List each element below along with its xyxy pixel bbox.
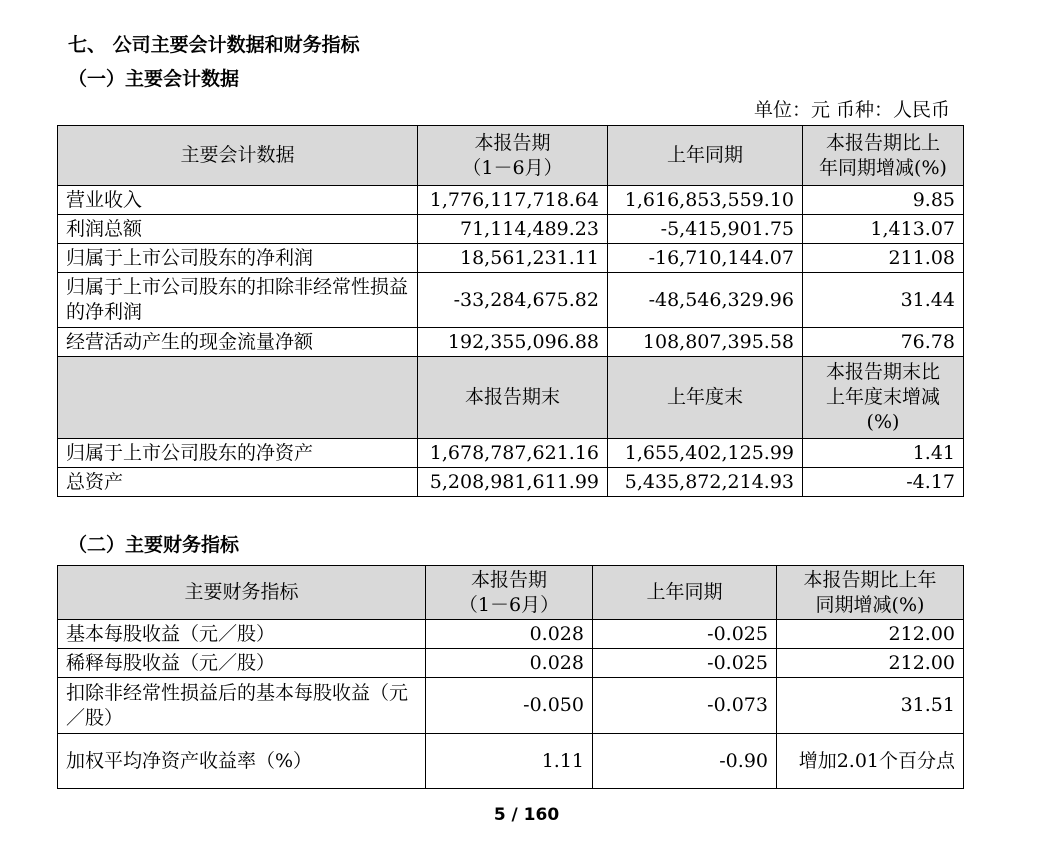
current-period-value: -33,284,675.82 [418, 273, 608, 328]
current-period-value: 0.028 [426, 620, 593, 649]
current-period-value: 1,776,117,718.64 [418, 186, 608, 215]
table-row [58, 678, 964, 734]
unit-currency-line: 单位：元 币种：人民币 [753, 99, 950, 121]
table-row [58, 620, 964, 649]
table-row [58, 734, 964, 789]
prior-period-value: 1,655,402,125.99 [608, 439, 803, 468]
row-label: 加权平均净资产收益率（%） [58, 734, 426, 789]
change-percent-value: 增加2.01个百分点 [777, 734, 964, 789]
row-label: 营业收入 [58, 186, 418, 215]
prior-period-value: -16,710,144.07 [608, 244, 803, 273]
row-label: 总资产 [58, 468, 418, 497]
prior-period-value: 108,807,395.58 [608, 328, 803, 357]
section-title: 七、 公司主要会计数据和财务指标 [68, 34, 360, 56]
table-row [58, 215, 964, 244]
table-row [58, 468, 964, 497]
row-label: 扣除非经常性损益后的基本每股收益（元／股） [58, 678, 426, 734]
current-period-value: 18,561,231.11 [418, 244, 608, 273]
prior-period-value: -48,546,329.96 [608, 273, 803, 328]
change-percent-value: 1,413.07 [803, 215, 964, 244]
change-percent-value: 1.41 [803, 439, 964, 468]
header-cell: 主要财务指标 [58, 566, 426, 620]
header-cell: 本报告期比上 年同期增减(%) [803, 126, 964, 186]
header-cell: 本报告期 （1－6月） [418, 126, 608, 186]
row-label: 归属于上市公司股东的扣除非经常性损益的净利润 [58, 273, 418, 328]
prior-period-value: 5,435,872,214.93 [608, 468, 803, 497]
header-cell: 上年度末 [608, 357, 803, 439]
table-row [58, 328, 964, 357]
header-cell: 本报告期末比 上年度末增减 (%) [803, 357, 964, 439]
table-row [58, 186, 964, 215]
table-header-row [58, 566, 964, 620]
change-percent-value: 76.78 [803, 328, 964, 357]
change-percent-value: -4.17 [803, 468, 964, 497]
row-label: 基本每股收益（元／股） [58, 620, 426, 649]
change-percent-value: 211.08 [803, 244, 964, 273]
header-cell: 上年同期 [608, 126, 803, 186]
current-period-value: 5,208,981,611.99 [418, 468, 608, 497]
current-period-value: -0.050 [426, 678, 593, 734]
current-period-value: 0.028 [426, 649, 593, 678]
row-label: 稀释每股收益（元／股） [58, 649, 426, 678]
current-period-value: 1.11 [426, 734, 593, 789]
main-financial-indicators-table [57, 565, 964, 789]
page-number: 5 / 160 [493, 805, 560, 825]
header-cell: 本报告期 （1－6月） [426, 566, 593, 620]
row-label: 归属于上市公司股东的净资产 [58, 439, 418, 468]
row-label: 经营活动产生的现金流量净额 [58, 328, 418, 357]
prior-period-value: -5,415,901.75 [608, 215, 803, 244]
subsection-title-financial-indicators: （二）主要财务指标 [68, 534, 240, 556]
subsection-title-accounting-data: （一）主要会计数据 [68, 68, 240, 90]
row-label: 归属于上市公司股东的净利润 [58, 244, 418, 273]
prior-period-value: -0.025 [593, 649, 777, 678]
prior-period-value: 1,616,853,559.10 [608, 186, 803, 215]
table-subheader-row [58, 357, 964, 439]
table-row [58, 439, 964, 468]
row-label: 利润总额 [58, 215, 418, 244]
header-cell: 上年同期 [593, 566, 777, 620]
current-period-value: 71,114,489.23 [418, 215, 608, 244]
change-percent-value: 31.51 [777, 678, 964, 734]
table-row [58, 273, 964, 328]
header-cell: 本报告期比上年 同期增减(%) [777, 566, 964, 620]
table-row [58, 649, 964, 678]
header-cell [58, 357, 418, 439]
header-cell: 本报告期末 [418, 357, 608, 439]
prior-period-value: -0.025 [593, 620, 777, 649]
table-row [58, 244, 964, 273]
prior-period-value: -0.90 [593, 734, 777, 789]
main-accounting-data-table [57, 125, 964, 497]
change-percent-value: 31.44 [803, 273, 964, 328]
change-percent-value: 212.00 [777, 649, 964, 678]
table-header-row [58, 126, 964, 186]
current-period-value: 192,355,096.88 [418, 328, 608, 357]
current-period-value: 1,678,787,621.16 [418, 439, 608, 468]
change-percent-value: 212.00 [777, 620, 964, 649]
prior-period-value: -0.073 [593, 678, 777, 734]
change-percent-value: 9.85 [803, 186, 964, 215]
header-cell: 主要会计数据 [58, 126, 418, 186]
